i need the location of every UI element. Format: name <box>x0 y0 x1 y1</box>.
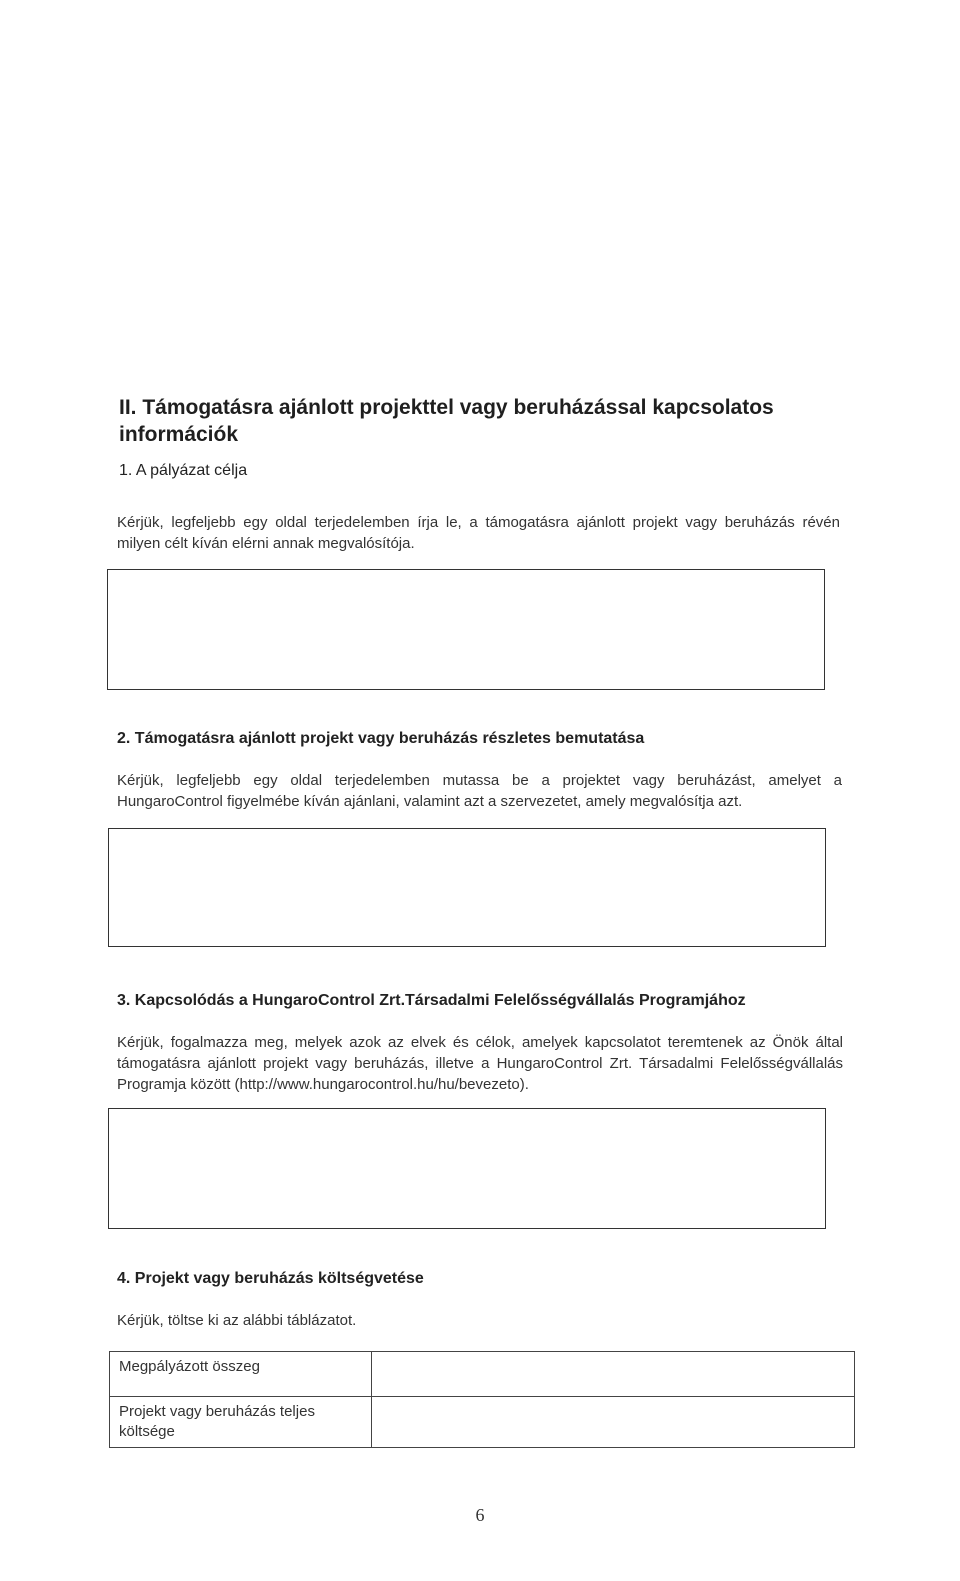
section-2-instruction: Kérjük, legfeljebb egy oldal terjedelemben mutassa be a projektet vagy beruházást, amelyet a HungaroControl figyelmébe kíván ajánlani, valamint azt a szervezetet, amely megvalósítja azt. <box>117 772 842 810</box>
section-3-heading: 3. Kapcsolódás a HungaroControl Zrt.Társadalmi Felelősségvállalás Programjához <box>117 992 746 1009</box>
section-1-heading: 1. A pályázat célja <box>119 462 248 479</box>
part-title: II. Támogatásra ajánlott projekttel vagy beruházással kapcsolatos információk <box>119 396 774 446</box>
section-3-answer-box[interactable] <box>108 1108 826 1229</box>
page-number: 6 <box>475 1505 485 1525</box>
section-4-heading: 4. Projekt vagy beruházás költségvetése <box>117 1270 424 1287</box>
total-cost-input[interactable] <box>372 1397 855 1448</box>
section-1-answer-box[interactable] <box>107 569 825 690</box>
section-4-instruction: Kérjük, töltse ki az alábbi táblázatot. <box>117 1312 357 1329</box>
requested-amount-label: Megpályázott összeg <box>110 1352 372 1397</box>
section-2-answer-box[interactable] <box>108 828 826 947</box>
total-cost-label: Projekt vagy beruházás teljes költsége <box>110 1397 372 1448</box>
table-row <box>110 1397 855 1448</box>
budget-table <box>109 1351 855 1448</box>
section-1-instruction: Kérjük, legfeljebb egy oldal terjedelemben írja le, a támogatásra ajánlott projekt vagy beruházás révén milyen célt kíván elérni annak megvalósítója. <box>117 514 840 552</box>
requested-amount-input[interactable] <box>372 1352 855 1397</box>
section-3-instruction: Kérjük, fogalmazza meg, melyek azok az elvek és célok, amelyek kapcsolatot teremtenek az Önök által támogatásra ajánlott projekt vagy beruházás, illetve a HungaroControl Zrt. Társadalmi Felelősségvállalás Programja között (http://www.hungarocontrol.hu/hu/bevezeto). <box>117 1034 843 1093</box>
section-2-heading: 2. Támogatásra ajánlott projekt vagy beruházás részletes bemutatása <box>117 730 645 747</box>
table-row <box>110 1352 855 1397</box>
